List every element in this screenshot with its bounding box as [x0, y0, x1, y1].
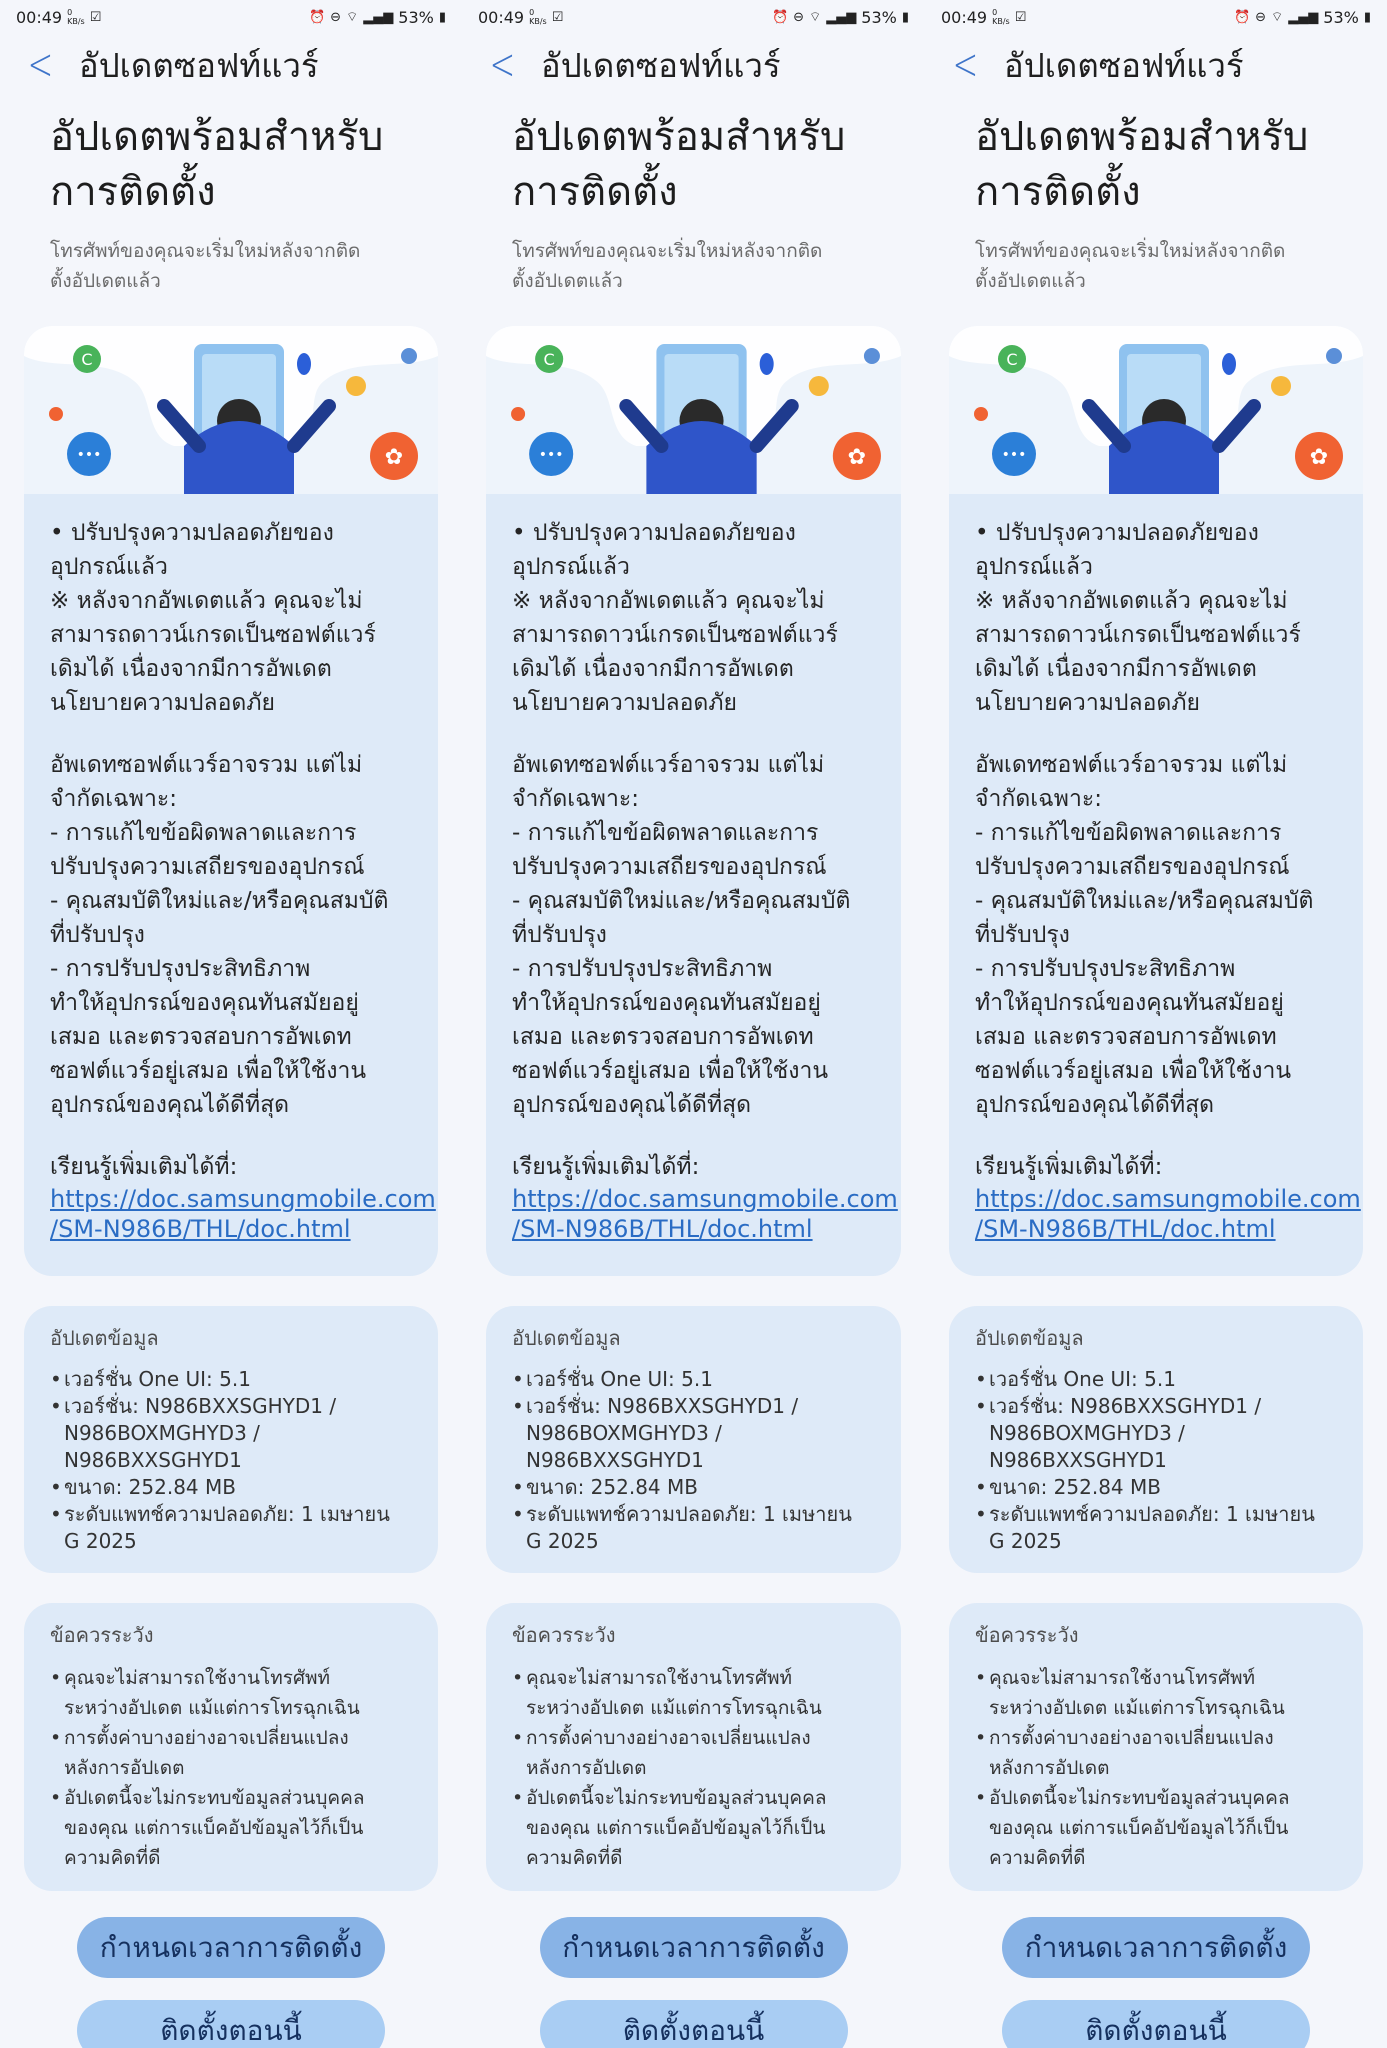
update-info-card — [24, 1306, 438, 1573]
app-bar-title: อัปเดตซอฟท์แวร์ — [1003, 45, 1244, 85]
list-item-line: ความคิดที่ดี — [64, 1847, 161, 1869]
note-line: ที่ปรับปรุง — [50, 922, 145, 948]
security-note — [50, 516, 412, 720]
battery-icon: ▮ — [438, 9, 446, 25]
update-info-title: อัปเดตข้อมูล — [50, 1326, 159, 1350]
list-item-line: คุณจะไม่สามารถใช้งานโทรศัพท์ — [989, 1667, 1256, 1689]
update-info-title: อัปเดตข้อมูล — [975, 1326, 1084, 1350]
status-bar — [0, 0, 462, 34]
list-item-line: ระดับแพทช์ความปลอดภัย: 1 เมษายน — [64, 1502, 390, 1526]
note-line: - การปรับปรุงประสิทธิภาพ — [50, 956, 311, 982]
status-time: 00:49 — [941, 7, 988, 27]
list-item — [975, 1723, 1337, 1783]
note-line: นโยบายความปลอดภัย — [512, 690, 738, 716]
caution-title: ข้อควรระวัง — [975, 1623, 1079, 1647]
bullet-icon: • — [975, 1502, 987, 1526]
update-contents — [975, 748, 1337, 1122]
signal-icon: ▂▄▆ — [363, 9, 394, 25]
list-item — [50, 1663, 412, 1723]
list-item-line: การตั้งค่าบางอย่างอาจเปลี่ยนแปลง — [64, 1727, 349, 1749]
caution-card — [486, 1603, 901, 1891]
list-item — [512, 1393, 875, 1474]
bullet-icon: • — [512, 1667, 524, 1689]
note-line: - การแก้ไขข้อผิดพลาดและการ — [50, 820, 357, 846]
caution-card — [949, 1603, 1363, 1891]
note-line: ปรับปรุงความเสถียรของอุปกรณ์ — [512, 854, 827, 880]
person-with-phone-illustration — [949, 326, 1363, 494]
doc-link-line: /SM-N986B/THL/doc.html — [975, 1215, 1276, 1243]
battery-level: 53% — [861, 7, 897, 27]
app-bar — [0, 34, 462, 96]
status-left — [478, 8, 563, 27]
update-info-title: อัปเดตข้อมูล — [512, 1326, 621, 1350]
note-line: อุปกรณ์ของคุณได้ดีที่สุด — [50, 1092, 290, 1118]
svg-text:✿: ✿ — [847, 445, 867, 470]
doc-link-line: /SM-N986B/THL/doc.html — [50, 1215, 351, 1243]
page-title-line: การติดตั้ง — [512, 169, 678, 215]
person-with-phone-illustration — [24, 326, 438, 494]
subtitle-line: ตั้งอัปเดตแล้ว — [975, 270, 1086, 292]
note-line: - การปรับปรุงประสิทธิภาพ — [512, 956, 773, 982]
wifi-icon: ⌔ — [1271, 10, 1284, 25]
list-item-line: N986BOXMGHYD3 / — [64, 1421, 260, 1445]
list-item-line: ขนาด: 252.84 MB — [989, 1475, 1161, 1499]
list-item-text — [64, 1663, 360, 1723]
list-item-line: ระหว่างอัปเดต แม้แต่การโทรฉุกเฉิน — [526, 1697, 822, 1719]
bullet-icon: • — [975, 1727, 987, 1749]
person-with-phone-illustration — [486, 326, 901, 494]
kb-rate-unit: KB/s — [529, 17, 547, 26]
phone-screen — [925, 0, 1387, 2048]
note-line: อัพเดทซอฟต์แวร์อาจรวม แต่ไม่ — [975, 752, 1288, 778]
page-title — [462, 96, 925, 220]
learn-more-label: เรียนรู้เพิ่มเติมได้ที่: — [512, 1154, 700, 1180]
note-line: จำกัดเฉพาะ: — [975, 786, 1102, 812]
caution-title: ข้อควรระวัง — [512, 1623, 616, 1647]
learn-more-label: เรียนรู้เพิ่มเติมได้ที่: — [50, 1154, 238, 1180]
list-item-line: เวอร์ชั่น One UI: 5.1 — [989, 1367, 1176, 1391]
subtitle-line: โทรศัพท์ของคุณจะเริ่มใหม่หลังจากติด — [512, 240, 823, 262]
svg-text:•••: ••• — [1001, 447, 1027, 463]
notification-check-icon: ☑ — [89, 9, 102, 25]
note-line: • ปรับปรุงความปลอดภัยของ — [975, 520, 1259, 546]
list-item — [50, 1366, 412, 1393]
status-left — [941, 8, 1026, 27]
list-item-line: N986BOXMGHYD3 / — [989, 1421, 1185, 1445]
install-now-button[interactable]: ติดตั้งตอนนี้ — [1002, 2000, 1310, 2048]
list-item-text — [989, 1783, 1290, 1873]
app-bar — [925, 34, 1387, 96]
list-item-line: G 2025 — [989, 1529, 1062, 1553]
bullet-icon: • — [975, 1394, 987, 1418]
status-right — [309, 8, 446, 27]
update-illustration — [486, 326, 901, 494]
release-notes-card — [486, 326, 901, 1276]
release-notes — [949, 494, 1363, 1276]
list-item-line: การตั้งค่าบางอย่างอาจเปลี่ยนแปลง — [526, 1727, 811, 1749]
list-item — [50, 1393, 412, 1474]
bullet-icon: • — [512, 1475, 524, 1499]
bullet-icon: • — [50, 1787, 62, 1809]
note-line: อุปกรณ์แล้ว — [975, 554, 1093, 580]
status-bar — [925, 0, 1387, 34]
note-line: - คุณสมบัติใหม่และ/หรือคุณสมบัติ — [512, 888, 851, 914]
list-item-text — [989, 1366, 1176, 1393]
battery-level: 53% — [1323, 7, 1359, 27]
list-item-line: การตั้งค่าบางอย่างอาจเปลี่ยนแปลง — [989, 1727, 1274, 1749]
list-item-line: เวอร์ชั่น: N986BXXSGHYD1 / — [526, 1394, 799, 1418]
note-line: ซอฟต์แวร์อยู่เสมอ เพื่อให้ใช้งาน — [512, 1058, 829, 1084]
bullet-icon: • — [975, 1475, 987, 1499]
doc-link[interactable] — [512, 1184, 898, 1244]
page-title-line: การติดตั้ง — [50, 169, 216, 215]
status-left — [16, 8, 101, 27]
list-item-line: ระดับแพทช์ความปลอดภัย: 1 เมษายน — [526, 1502, 852, 1526]
bullet-icon: • — [512, 1502, 524, 1526]
bullet-icon: • — [512, 1787, 524, 1809]
phone-screen — [0, 0, 462, 2048]
note-line: - การปรับปรุงประสิทธิภาพ — [975, 956, 1236, 982]
list-item — [975, 1501, 1337, 1555]
install-now-button[interactable]: ติดตั้งตอนนี้ — [77, 2000, 385, 2048]
schedule-install-button[interactable]: กำหนดเวลาการติดตั้ง — [1002, 1917, 1310, 1978]
list-item-line: ระดับแพทช์ความปลอดภัย: 1 เมษายน — [989, 1502, 1315, 1526]
doc-link-line: https://doc.samsungmobile.com — [975, 1185, 1361, 1213]
doc-link-line: /SM-N986B/THL/doc.html — [512, 1215, 813, 1243]
schedule-install-button[interactable]: กำหนดเวลาการติดตั้ง — [77, 1917, 385, 1978]
note-line: ที่ปรับปรุง — [975, 922, 1070, 948]
do-not-disturb-icon: ⊖ — [793, 9, 805, 25]
list-item-line: N986BXXSGHYD1 — [526, 1448, 704, 1472]
list-item-line: หลังการอัปเดต — [526, 1757, 647, 1779]
note-line: อุปกรณ์แล้ว — [512, 554, 630, 580]
caution-title: ข้อควรระวัง — [50, 1623, 154, 1647]
list-item-line: ระหว่างอัปเดต แม้แต่การโทรฉุกเฉิน — [64, 1697, 360, 1719]
list-item-text — [526, 1501, 852, 1555]
balloon-icon — [297, 353, 311, 375]
list-item-text — [64, 1366, 251, 1393]
status-bar — [462, 0, 925, 34]
release-notes — [486, 494, 901, 1276]
note-line: เดิมได้ เนื่องจากมีการอัพเดต — [50, 656, 332, 682]
subtitle-line: ตั้งอัปเดตแล้ว — [50, 270, 161, 292]
list-item-line: ความคิดที่ดี — [989, 1847, 1086, 1869]
list-item-line: ระหว่างอัปเดต แม้แต่การโทรฉุกเฉิน — [989, 1697, 1285, 1719]
note-line: - คุณสมบัติใหม่และ/หรือคุณสมบัติ — [975, 888, 1314, 914]
note-line: ซอฟต์แวร์อยู่เสมอ เพื่อให้ใช้งาน — [975, 1058, 1292, 1084]
alarm-icon: ⏰ — [771, 9, 789, 25]
list-item-line: N986BOXMGHYD3 / — [526, 1421, 722, 1445]
svg-text:✿: ✿ — [1309, 445, 1329, 470]
list-item-line: N986BXXSGHYD1 — [64, 1448, 242, 1472]
bullet-icon: • — [50, 1667, 62, 1689]
note-line: นโยบายความปลอดภัย — [50, 690, 276, 716]
wifi-icon: ⌔ — [346, 10, 359, 25]
note-line: อุปกรณ์แล้ว — [50, 554, 168, 580]
list-item — [50, 1501, 412, 1555]
update-illustration — [24, 326, 438, 494]
status-time: 00:49 — [478, 7, 525, 27]
list-item — [512, 1783, 875, 1873]
list-item-line: ขนาด: 252.84 MB — [64, 1475, 236, 1499]
bullet-icon: • — [50, 1394, 62, 1418]
learn-more — [50, 1150, 436, 1244]
list-item-text — [989, 1663, 1285, 1723]
list-item-text — [526, 1474, 698, 1501]
note-line: - คุณสมบัติใหม่และ/หรือคุณสมบัติ — [50, 888, 389, 914]
subtitle-line: โทรศัพท์ของคุณจะเริ่มใหม่หลังจากติด — [50, 240, 361, 262]
list-item — [50, 1783, 412, 1873]
note-line: ※ หลังจากอัพเดตแล้ว คุณจะไม่ — [512, 588, 825, 614]
note-line: สามารถดาวน์เกรดเป็นซอฟต์แวร์ — [512, 622, 838, 648]
release-notes — [24, 494, 438, 1276]
release-notes-card — [24, 326, 438, 1276]
notification-check-icon: ☑ — [1014, 9, 1027, 25]
list-item-line: คุณจะไม่สามารถใช้งานโทรศัพท์ — [526, 1667, 793, 1689]
update-info-list — [975, 1366, 1337, 1555]
status-right — [1234, 8, 1371, 27]
notification-check-icon: ☑ — [551, 9, 564, 25]
list-item — [512, 1366, 875, 1393]
note-line: ※ หลังจากอัพเดตแล้ว คุณจะไม่ — [50, 588, 363, 614]
alarm-icon: ⏰ — [1233, 9, 1251, 25]
list-item — [512, 1663, 875, 1723]
release-notes-card — [949, 326, 1363, 1276]
note-line: ปรับปรุงความเสถียรของอุปกรณ์ — [975, 854, 1290, 880]
note-line: เดิมได้ เนื่องจากมีการอัพเดต — [512, 656, 794, 682]
list-item — [975, 1366, 1337, 1393]
balloon-icon — [1222, 353, 1236, 375]
list-item-text — [989, 1501, 1315, 1555]
schedule-install-button[interactable]: กำหนดเวลาการติดตั้ง — [540, 1917, 848, 1978]
status-right — [772, 8, 909, 27]
kb-rate-value: 0 — [67, 8, 73, 17]
list-item-text — [64, 1723, 349, 1783]
note-line: สามารถดาวน์เกรดเป็นซอฟต์แวร์ — [50, 622, 376, 648]
bullet-icon: • — [512, 1394, 524, 1418]
page-title — [0, 96, 462, 220]
note-line: ที่ปรับปรุง — [512, 922, 607, 948]
page-title-line: อัปเดตพร้อมสำหรับ — [512, 114, 846, 160]
list-item-text — [64, 1783, 365, 1873]
page-subtitle — [925, 220, 1387, 296]
list-item-line: หลังการอัปเดต — [64, 1757, 185, 1779]
page-title-line: อัปเดตพร้อมสำหรับ — [50, 114, 384, 160]
list-item-line: อัปเดตนี้จะไม่กระทบข้อมูลส่วนบุคคล — [989, 1787, 1290, 1809]
kb-rate-unit: KB/s — [67, 17, 85, 26]
caution-card — [24, 1603, 438, 1891]
svg-text:•••: ••• — [76, 447, 102, 463]
note-line: ซอฟต์แวร์อยู่เสมอ เพื่อให้ใช้งาน — [50, 1058, 367, 1084]
note-line: เสมอ และตรวจสอบการอัพเดท — [512, 1024, 814, 1050]
battery-icon: ▮ — [1363, 9, 1371, 25]
list-item-text — [526, 1783, 827, 1873]
app-bar-title: อัปเดตซอฟท์แวร์ — [78, 45, 319, 85]
wifi-icon: ⌔ — [809, 10, 822, 25]
chevron-left-icon[interactable]: < — [27, 39, 54, 90]
doc-link[interactable] — [975, 1184, 1361, 1244]
list-item-line: เวอร์ชั่น: N986BXXSGHYD1 / — [989, 1394, 1262, 1418]
list-item-line: อัปเดตนี้จะไม่กระทบข้อมูลส่วนบุคคล — [526, 1787, 827, 1809]
subtitle-line: ตั้งอัปเดตแล้ว — [512, 270, 623, 292]
install-now-button[interactable]: ติดตั้งตอนนี้ — [540, 2000, 848, 2048]
list-item-line: ขนาด: 252.84 MB — [526, 1475, 698, 1499]
kb-rate-value: 0 — [992, 8, 998, 17]
note-line: อัพเดทซอฟต์แวร์อาจรวม แต่ไม่ — [512, 752, 825, 778]
app-bar — [462, 34, 925, 96]
battery-level: 53% — [398, 7, 434, 27]
list-item-text — [526, 1393, 798, 1474]
list-item-line: หลังการอัปเดต — [989, 1757, 1110, 1779]
list-item — [975, 1393, 1337, 1474]
list-item-text — [64, 1393, 336, 1474]
note-line: ทำให้อุปกรณ์ของคุณทันสมัยอยู่ — [975, 990, 1284, 1016]
app-bar-title: อัปเดตซอฟท์แวร์ — [540, 45, 781, 85]
kb-rate-icon — [67, 8, 85, 26]
note-line: อุปกรณ์ของคุณได้ดีที่สุด — [975, 1092, 1215, 1118]
svg-text:C: C — [1006, 350, 1018, 369]
update-info-card — [486, 1306, 901, 1573]
bullet-icon: • — [975, 1667, 987, 1689]
kb-rate-value: 0 — [529, 8, 535, 17]
svg-text:C: C — [543, 350, 555, 369]
list-item-text — [526, 1366, 713, 1393]
bullet-icon: • — [50, 1475, 62, 1499]
note-line: อุปกรณ์ของคุณได้ดีที่สุด — [512, 1092, 752, 1118]
learn-more-label: เรียนรู้เพิ่มเติมได้ที่: — [975, 1154, 1163, 1180]
list-item — [975, 1783, 1337, 1873]
note-line: • ปรับปรุงความปลอดภัยของ — [50, 520, 334, 546]
page-title — [925, 96, 1387, 220]
alarm-icon: ⏰ — [308, 9, 326, 25]
list-item-text — [64, 1501, 390, 1555]
doc-link-line: https://doc.samsungmobile.com — [512, 1185, 898, 1213]
list-item — [512, 1474, 875, 1501]
list-item — [512, 1501, 875, 1555]
bullet-icon: • — [975, 1787, 987, 1809]
bullet-icon: • — [50, 1367, 62, 1391]
balloon-icon — [760, 353, 774, 375]
note-line: สามารถดาวน์เกรดเป็นซอฟต์แวร์ — [975, 622, 1301, 648]
list-item — [50, 1474, 412, 1501]
bullet-icon: • — [50, 1502, 62, 1526]
doc-link[interactable] — [50, 1184, 436, 1244]
bullet-icon: • — [975, 1367, 987, 1391]
page-title-line: อัปเดตพร้อมสำหรับ — [975, 114, 1309, 160]
note-line: เสมอ และตรวจสอบการอัพเดท — [50, 1024, 352, 1050]
status-time: 00:49 — [16, 7, 63, 27]
note-line: - การแก้ไขข้อผิดพลาดและการ — [512, 820, 819, 846]
battery-icon: ▮ — [901, 9, 909, 25]
phone-screen — [462, 0, 925, 2048]
list-item-text — [526, 1663, 822, 1723]
note-line: ทำให้อุปกรณ์ของคุณทันสมัยอยู่ — [512, 990, 821, 1016]
list-item-line: ความคิดที่ดี — [526, 1847, 623, 1869]
list-item-line: G 2025 — [526, 1529, 599, 1553]
list-item — [512, 1723, 875, 1783]
caution-list — [512, 1663, 875, 1873]
list-item-line: เวอร์ชั่น: N986BXXSGHYD1 / — [64, 1394, 337, 1418]
update-illustration — [949, 326, 1363, 494]
list-item-line: ของคุณ แต่การแบ็คอัปข้อมูลไว้ก็เป็น — [64, 1817, 364, 1839]
list-item-line: G 2025 — [64, 1529, 137, 1553]
note-line: อัพเดทซอฟต์แวร์อาจรวม แต่ไม่ — [50, 752, 363, 778]
kb-rate-icon — [529, 8, 547, 26]
update-info-card — [949, 1306, 1363, 1573]
list-item-line: N986BXXSGHYD1 — [989, 1448, 1167, 1472]
note-line: จำกัดเฉพาะ: — [50, 786, 177, 812]
note-line: นโยบายความปลอดภัย — [975, 690, 1201, 716]
list-item-line: อัปเดตนี้จะไม่กระทบข้อมูลส่วนบุคคล — [64, 1787, 365, 1809]
security-note — [975, 516, 1337, 720]
do-not-disturb-icon: ⊖ — [1255, 9, 1267, 25]
do-not-disturb-icon: ⊖ — [330, 9, 342, 25]
note-line: ปรับปรุงความเสถียรของอุปกรณ์ — [50, 854, 365, 880]
doc-link-line: https://doc.samsungmobile.com — [50, 1185, 436, 1213]
update-contents — [512, 748, 875, 1122]
list-item-text — [989, 1723, 1274, 1783]
note-line: จำกัดเฉพาะ: — [512, 786, 639, 812]
security-note — [512, 516, 875, 720]
subtitle-line: โทรศัพท์ของคุณจะเริ่มใหม่หลังจากติด — [975, 240, 1286, 262]
update-info-list — [512, 1366, 875, 1555]
svg-text:✿: ✿ — [384, 445, 404, 470]
svg-text:C: C — [81, 350, 93, 369]
kb-rate-unit: KB/s — [992, 17, 1010, 26]
note-line: - การแก้ไขข้อผิดพลาดและการ — [975, 820, 1282, 846]
chevron-left-icon[interactable]: < — [489, 39, 516, 90]
list-item-line: เวอร์ชั่น One UI: 5.1 — [526, 1367, 713, 1391]
bullet-icon: • — [512, 1367, 524, 1391]
list-item — [975, 1474, 1337, 1501]
bullet-icon: • — [50, 1727, 62, 1749]
kb-rate-icon — [992, 8, 1010, 26]
page-subtitle — [0, 220, 462, 296]
note-line: เสมอ และตรวจสอบการอัพเดท — [975, 1024, 1277, 1050]
list-item-text — [64, 1474, 236, 1501]
update-info-list — [50, 1366, 412, 1555]
note-line: ※ หลังจากอัพเดตแล้ว คุณจะไม่ — [975, 588, 1288, 614]
note-line: เดิมได้ เนื่องจากมีการอัพเดต — [975, 656, 1257, 682]
list-item — [50, 1723, 412, 1783]
note-line: • ปรับปรุงความปลอดภัยของ — [512, 520, 796, 546]
signal-icon: ▂▄▆ — [826, 9, 857, 25]
list-item-text — [989, 1393, 1261, 1474]
update-contents — [50, 748, 412, 1122]
list-item-line: เวอร์ชั่น One UI: 5.1 — [64, 1367, 251, 1391]
list-item-line: ของคุณ แต่การแบ็คอัปข้อมูลไว้ก็เป็น — [989, 1817, 1289, 1839]
list-item-text — [989, 1474, 1161, 1501]
signal-icon: ▂▄▆ — [1288, 9, 1319, 25]
bullet-icon: • — [512, 1727, 524, 1749]
learn-more — [975, 1150, 1361, 1244]
learn-more — [512, 1150, 898, 1244]
list-item-text — [526, 1723, 811, 1783]
chevron-left-icon[interactable]: < — [952, 39, 979, 90]
svg-text:•••: ••• — [538, 447, 564, 463]
caution-list — [50, 1663, 412, 1873]
page-title-line: การติดตั้ง — [975, 169, 1141, 215]
list-item-line: ของคุณ แต่การแบ็คอัปข้อมูลไว้ก็เป็น — [526, 1817, 826, 1839]
note-line: ทำให้อุปกรณ์ของคุณทันสมัยอยู่ — [50, 990, 359, 1016]
list-item — [975, 1663, 1337, 1723]
caution-list — [975, 1663, 1337, 1873]
page-subtitle — [462, 220, 925, 296]
list-item-line: คุณจะไม่สามารถใช้งานโทรศัพท์ — [64, 1667, 331, 1689]
